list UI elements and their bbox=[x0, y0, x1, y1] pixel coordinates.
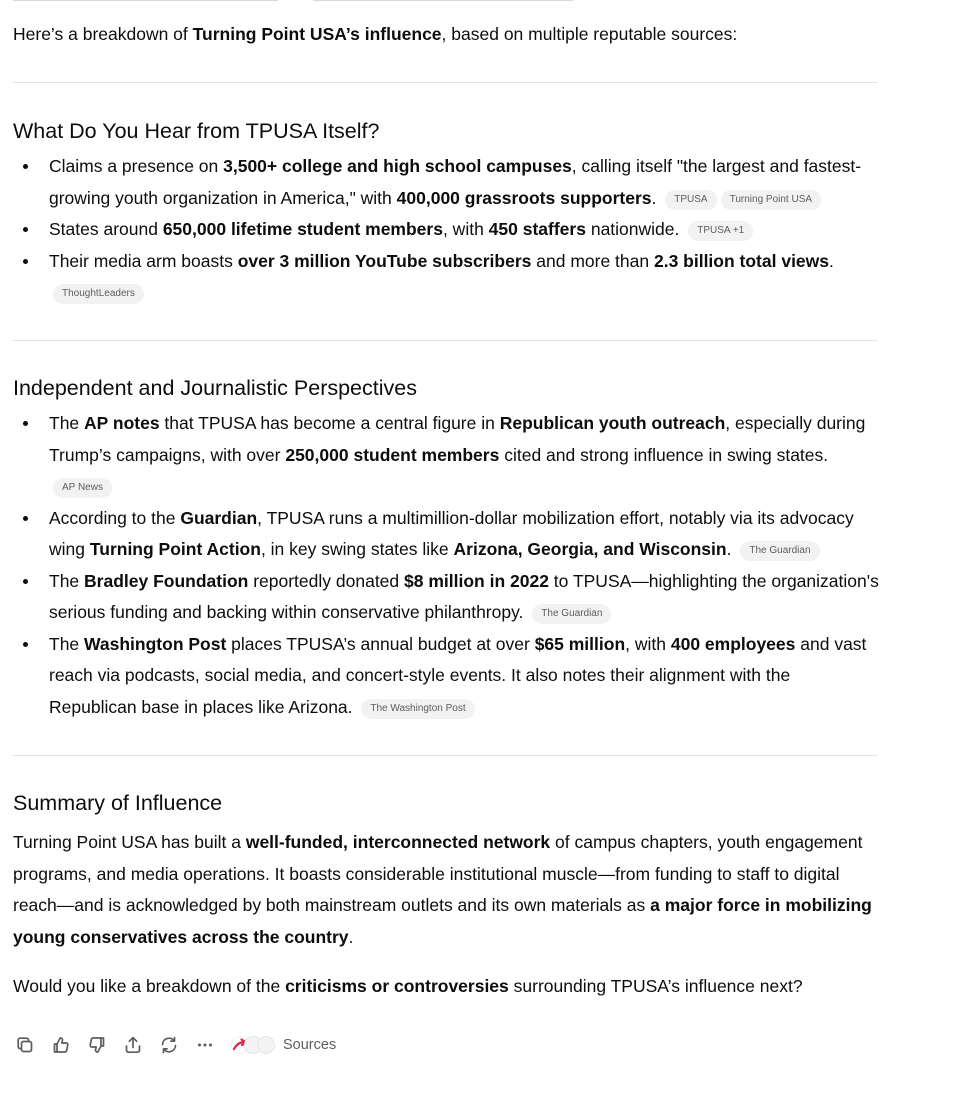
previous-message-border-right bbox=[313, 0, 573, 1]
message-action-bar bbox=[13, 1031, 336, 1059]
more-icon bbox=[195, 1035, 215, 1055]
citation-chip[interactable]: The Washington Post bbox=[361, 699, 474, 719]
regenerate-icon bbox=[159, 1035, 179, 1055]
bad-response-button[interactable] bbox=[85, 1033, 109, 1057]
sources-button[interactable] bbox=[231, 1036, 336, 1054]
section-heading: Summary of Influence bbox=[13, 791, 223, 815]
list-item: The AP notes that TPUSA has become a central figure in Republican youth outreach, especially during Trump’s campaigns, with over 250,000 student members cited and strong influence in swing states. AP News bbox=[13, 408, 879, 503]
citation-chip[interactable]: TPUSA +1 bbox=[688, 221, 753, 241]
list-item: Claims a presence on 3,500+ college and high school campuses, calling itself "the largest and fastest-growing youth organization in America," with 400,000 grassroots supporters. TPUSA Turning Point USA bbox=[13, 151, 879, 214]
citation-chip[interactable]: The Guardian bbox=[740, 541, 819, 561]
citation-chip[interactable]: ThoughtLeaders bbox=[53, 284, 144, 304]
thumbs-up-icon bbox=[51, 1035, 71, 1055]
more-actions-button[interactable] bbox=[193, 1033, 217, 1057]
list-item: The Bradley Foundation reportedly donated $8 million in 2022 to TPUSA—highlighting the organization's serious funding and backing within conservative philanthropy. The Guardian bbox=[13, 566, 879, 629]
copy-button[interactable] bbox=[13, 1033, 37, 1057]
list-item: According to the Guardian, TPUSA runs a multimillion-dollar mobilization effort, notably via its advocacy wing Turning Point Action, in key swing states like Arizona, Georgia, and Wisconsin. The Guardian bbox=[13, 503, 879, 566]
bullet-list bbox=[13, 151, 879, 309]
previous-message-border-left bbox=[13, 0, 278, 1]
citation-chip[interactable]: TPUSA bbox=[665, 190, 716, 210]
summary-paragraph: Turning Point USA has built a well-funded, interconnected network of campus chapters, youth engagement programs, and media operations. It boasts considerable institutional muscle—from funding to staff to digital reach—and is acknowledged by both mainstream outlets and its own materials as a major force in mobilizing young conservatives across the country. bbox=[13, 832, 872, 947]
share-icon bbox=[123, 1035, 143, 1055]
sources-label: Sources bbox=[283, 1037, 337, 1053]
regenerate-button[interactable] bbox=[157, 1033, 181, 1057]
intro-paragraph: Here’s a breakdown of Turning Point USA’s influence, based on multiple reputable sources: bbox=[13, 24, 738, 44]
followup-question: Would you like a breakdown of the criticisms or controversies surrounding TPUSA’s influence next? bbox=[13, 976, 803, 996]
citation-chip[interactable]: AP News bbox=[53, 478, 112, 498]
thumbs-down-icon bbox=[87, 1035, 107, 1055]
citation-chip[interactable]: Turning Point USA bbox=[721, 190, 821, 210]
citation-chip[interactable]: The Guardian bbox=[532, 604, 611, 624]
section-divider bbox=[13, 340, 878, 341]
list-item: States around 650,000 lifetime student members, with 450 staffers nationwide. TPUSA +1 bbox=[13, 214, 879, 246]
section-divider bbox=[13, 82, 878, 83]
copy-icon bbox=[15, 1035, 35, 1055]
list-item: The Washington Post places TPUSA’s annual budget at over $65 million, with 400 employees and vast reach via podcasts, social media, and concert-style events. It also notes their alignment with the Republican base in places like Arizona. The Washington Post bbox=[13, 629, 879, 724]
section-heading: What Do You Hear from TPUSA Itself? bbox=[13, 119, 380, 143]
share-button[interactable] bbox=[121, 1033, 145, 1057]
section-divider bbox=[13, 755, 878, 756]
good-response-button[interactable] bbox=[49, 1033, 73, 1057]
section-heading: Independent and Journalistic Perspectives bbox=[13, 376, 417, 400]
source-favicon bbox=[257, 1036, 275, 1054]
list-item: Their media arm boasts over 3 million YouTube subscribers and more than 2.3 billion total views. ThoughtLeaders bbox=[13, 246, 879, 309]
bullet-list bbox=[13, 408, 879, 723]
